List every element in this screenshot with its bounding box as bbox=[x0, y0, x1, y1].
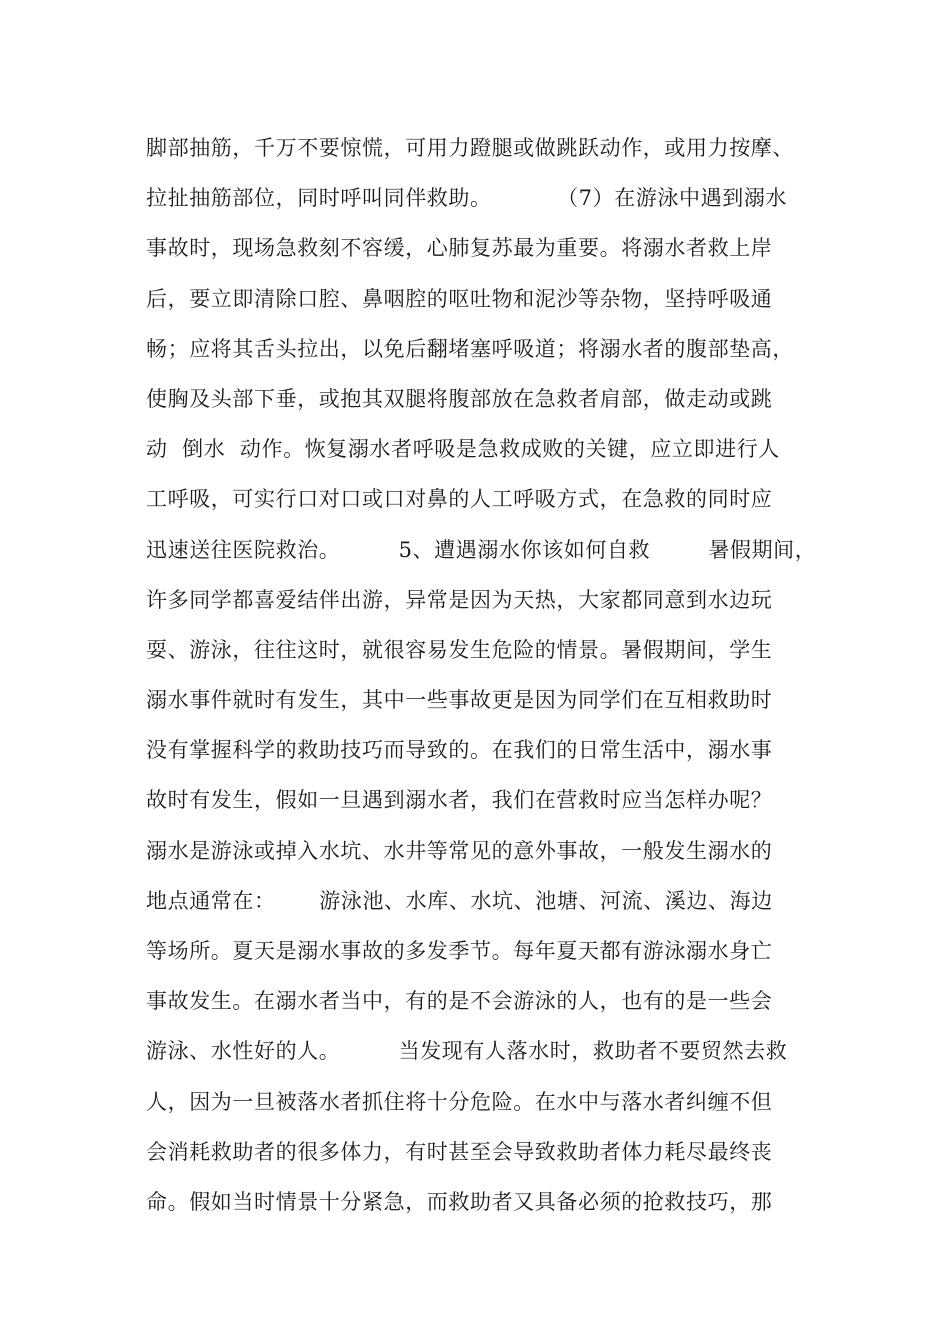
text-line: 迅速送往医院救治。 5、遭遇溺水你该如何自救 暑假期间， bbox=[146, 537, 817, 562]
text-line: 后，要立即清除口腔、鼻咽腔的呕吐物和泥沙等杂物，坚持呼吸通 bbox=[146, 286, 773, 311]
text-line: 游泳、水性好的人。 当发现有人落水时，救助者不要贸然去救 bbox=[146, 1039, 788, 1064]
text-line: 溺水是游泳或掉入水坑、水井等常见的意外事故，一般发生溺水的 bbox=[146, 838, 773, 863]
text-line: 畅；应将其舌头拉出，以免后翻堵塞呼吸道；将溺水者的腹部垫高， bbox=[146, 336, 794, 361]
text-line: 故时有发生，假如一旦遇到溺水者，我们在营救时应当怎样办呢？ bbox=[146, 788, 773, 813]
text-line: 动 倒水 动作。恢复溺水者呼吸是急救成败的关键，应立即进行人 bbox=[146, 437, 780, 462]
text-line: 许多同学都喜爱结伴出游，异常是因为天热，大家都同意到水边玩 bbox=[146, 587, 773, 612]
text-line: 工呼吸，可实行口对口或口对鼻的人工呼吸方式，在急救的同时应 bbox=[146, 487, 773, 512]
text-line: 没有掌握科学的救助技巧而导致的。在我们的日常生活中，溺水事 bbox=[146, 738, 773, 763]
text-line: 事故时，现场急救刻不容缓，心肺复苏最为重要。将溺水者救上岸 bbox=[146, 236, 773, 261]
text-line: 使胸及头部下垂，或抱其双腿将腹部放在急救者肩部，做走动或跳 bbox=[146, 386, 773, 411]
text-line: 地点通常在： 游泳池、水库、水坑、池塘、河流、溪边、海边 bbox=[146, 888, 773, 913]
text-line: 事故发生。在溺水者当中，有的是不会游泳的人，也有的是一些会 bbox=[146, 989, 773, 1014]
text-line: 命。假如当时情景十分紧急，而救助者又具备必须的抢救技巧，那 bbox=[146, 1189, 773, 1214]
text-line: 脚部抽筋，千万不要惊慌，可用力蹬腿或做跳跃动作，或用力按摩、 bbox=[146, 136, 794, 160]
text-line: 溺水事件就时有发生，其中一些事故更是因为同学们在互相救助时 bbox=[146, 688, 773, 713]
text-line: 会消耗救助者的很多体力，有时甚至会导致救助者体力耗尽最终丧 bbox=[146, 1139, 773, 1164]
text-line: 耍、游泳，往往这时，就很容易发生危险的情景。暑假期间，学生 bbox=[146, 637, 773, 662]
text-line: 人，因为一旦被落水者抓住将十分危险。在水中与落水者纠缠不但 bbox=[146, 1089, 773, 1114]
text-line: 等场所。夏天是溺水事故的多发季节。每年夏天都有游泳溺水身亡 bbox=[146, 939, 773, 963]
body-text bbox=[146, 128, 826, 1232]
text-line: 拉扯抽筋部位，同时呼叫同伴救助。 （7）在游泳中遇到溺水 bbox=[146, 186, 788, 211]
